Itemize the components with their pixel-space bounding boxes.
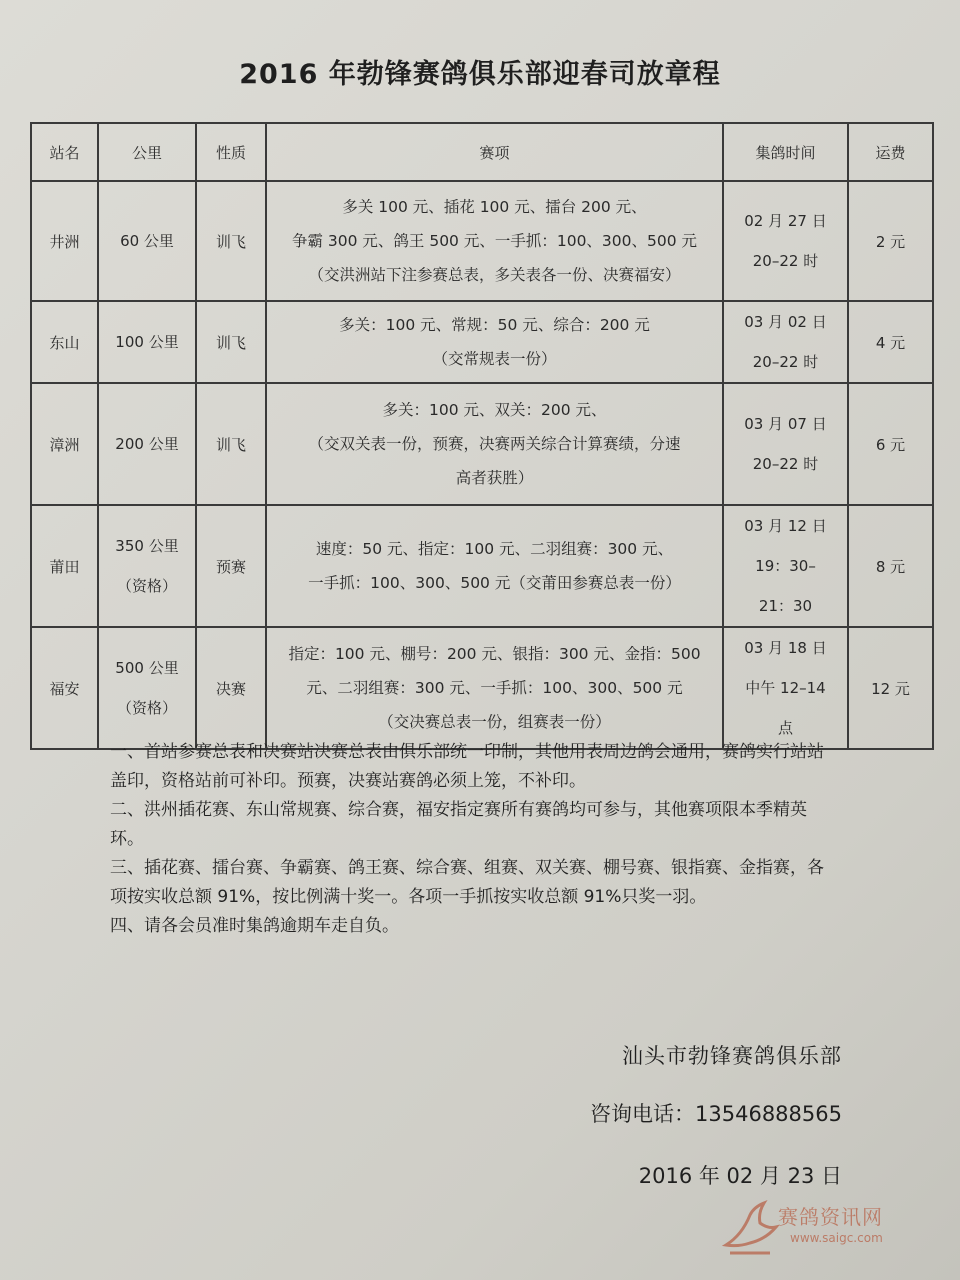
cell-events <box>266 505 723 627</box>
cell-line: （资格） <box>116 699 177 717</box>
header-events: 赛项 <box>266 123 723 181</box>
cell-station: 井洲 <box>31 181 98 301</box>
cell-line: 20–22 时 <box>752 353 819 371</box>
rule-2: 二、洪州插花赛、东山常规赛、综合赛，福安指定赛所有赛鸽均可参与，其他赛项限本季精英环。 <box>110 800 807 849</box>
cell-line: 点 <box>777 719 793 737</box>
cell-type: 预赛 <box>196 505 266 627</box>
cell-line: 03 月 18 日 <box>744 639 827 657</box>
cell-line: 100 公里 <box>115 333 179 351</box>
document-title: 2016 年勃锋赛鸽俱乐部迎春司放章程 <box>239 59 721 90</box>
cell-distance <box>98 627 196 749</box>
cell-line: 19：30– <box>755 557 816 575</box>
pigeon-logo-icon <box>720 1195 780 1259</box>
cell-station: 莆田 <box>31 505 98 627</box>
cell-type: 训飞 <box>196 181 266 301</box>
rule-4: 四、请各会员准时集鸽逾期车走自负。 <box>110 916 399 936</box>
table-row <box>31 383 933 505</box>
cell-type: 决赛 <box>196 627 266 749</box>
contact-phone: 咨询电话：13546888565 <box>590 1102 842 1126</box>
cell-line: 20–22 时 <box>752 252 819 270</box>
cell-fee: 8 元 <box>848 505 933 627</box>
cell-line: 21：30 <box>758 597 813 615</box>
cell-fee: 12 元 <box>848 627 933 749</box>
issue-date: 2016 年 02 月 23 日 <box>638 1164 842 1188</box>
cell-line: 一手抓：100、300、500 元（交莆田参赛总表一份） <box>308 574 681 592</box>
cell-fee: 4 元 <box>848 301 933 383</box>
watermark <box>720 1195 920 1265</box>
cell-events <box>266 181 723 301</box>
cell-distance <box>98 301 196 383</box>
cell-line: 02 月 27 日 <box>744 212 827 230</box>
cell-fee: 6 元 <box>848 383 933 505</box>
cell-time <box>723 627 848 749</box>
cell-line: （交洪洲站下注参赛总表，多关表各一份、决赛福安） <box>308 266 681 284</box>
watermark-name: 赛鸽资讯网 <box>778 1205 883 1229</box>
cell-line: （资格） <box>116 577 177 595</box>
cell-line: 多关：100 元、常规：50 元、综合：200 元 <box>339 316 650 334</box>
cell-station: 漳洲 <box>31 383 98 505</box>
organization-name: 汕头市勃锋赛鸽俱乐部 <box>622 1044 842 1068</box>
cell-line: （交常规表一份） <box>432 350 557 368</box>
cell-line: 03 月 02 日 <box>744 313 827 331</box>
table-row <box>31 181 933 301</box>
header-fee: 运费 <box>848 123 933 181</box>
cell-line: 高者获胜） <box>455 469 534 487</box>
race-schedule-table <box>30 122 934 750</box>
cell-line: 多关 100 元、插花 100 元、擂台 200 元、 <box>342 198 647 216</box>
table-row <box>31 505 933 627</box>
table-header-row <box>31 123 933 181</box>
cell-distance <box>98 383 196 505</box>
table-row <box>31 627 933 749</box>
header-station: 站名 <box>31 123 98 181</box>
cell-line: 60 公里 <box>120 232 174 250</box>
header-time: 集鸽时间 <box>723 123 848 181</box>
cell-type: 训飞 <box>196 301 266 383</box>
cell-line: 350 公里 <box>115 537 179 555</box>
cell-line: 争霸 300 元、鸽王 500 元、一手抓：100、300、500 元 <box>291 232 698 250</box>
cell-line: 200 公里 <box>115 435 179 453</box>
cell-time <box>723 301 848 383</box>
cell-line: （交双关表一份，预赛，决赛两关综合计算赛绩，分速 <box>308 435 681 453</box>
cell-time <box>723 383 848 505</box>
cell-line: 500 公里 <box>115 659 179 677</box>
rule-1: 一、首站参赛总表和决赛站决赛总表由俱乐部统一印制，其他用表周边鸽会通用，赛鸽实行站站盖印，资格站前可补印。预赛，决赛站赛鸽必须上笼，不补印。 <box>110 742 824 791</box>
table-row <box>31 301 933 383</box>
cell-line: 元、二羽组赛：300 元、一手抓：100、300、500 元 <box>306 679 683 697</box>
cell-events <box>266 301 723 383</box>
cell-time <box>723 505 848 627</box>
cell-fee: 2 元 <box>848 181 933 301</box>
cell-time <box>723 181 848 301</box>
cell-line: 中午 12–14 <box>745 679 826 697</box>
header-distance: 公里 <box>98 123 196 181</box>
cell-distance <box>98 505 196 627</box>
cell-station: 东山 <box>31 301 98 383</box>
header-type: 性质 <box>196 123 266 181</box>
rules-section <box>110 738 830 941</box>
cell-station: 福安 <box>31 627 98 749</box>
cell-type: 训飞 <box>196 383 266 505</box>
cell-line: 20–22 时 <box>752 455 819 473</box>
cell-line: （交决赛总表一份，组赛表一份） <box>378 713 611 731</box>
cell-line: 指定：100 元、棚号：200 元、银指：300 元、金指：500 <box>288 645 701 663</box>
watermark-url: www.saigc.com <box>790 1231 883 1245</box>
cell-line: 速度：50 元、指定：100 元、二羽组赛：300 元、 <box>315 540 674 558</box>
rule-3: 三、插花赛、擂台赛、争霸赛、鸽王赛、综合赛、组赛、双关赛、棚号赛、银指赛、金指赛，各项按实收总额 91%，按比例满十奖一。各项一手抓按实收总额 91%只奖一羽。 <box>110 858 824 907</box>
cell-events <box>266 383 723 505</box>
cell-line: 多关：100 元、双关：200 元、 <box>382 401 607 419</box>
cell-line: 03 月 07 日 <box>744 415 827 433</box>
cell-distance <box>98 181 196 301</box>
cell-events <box>266 627 723 749</box>
cell-line: 03 月 12 日 <box>744 517 827 535</box>
